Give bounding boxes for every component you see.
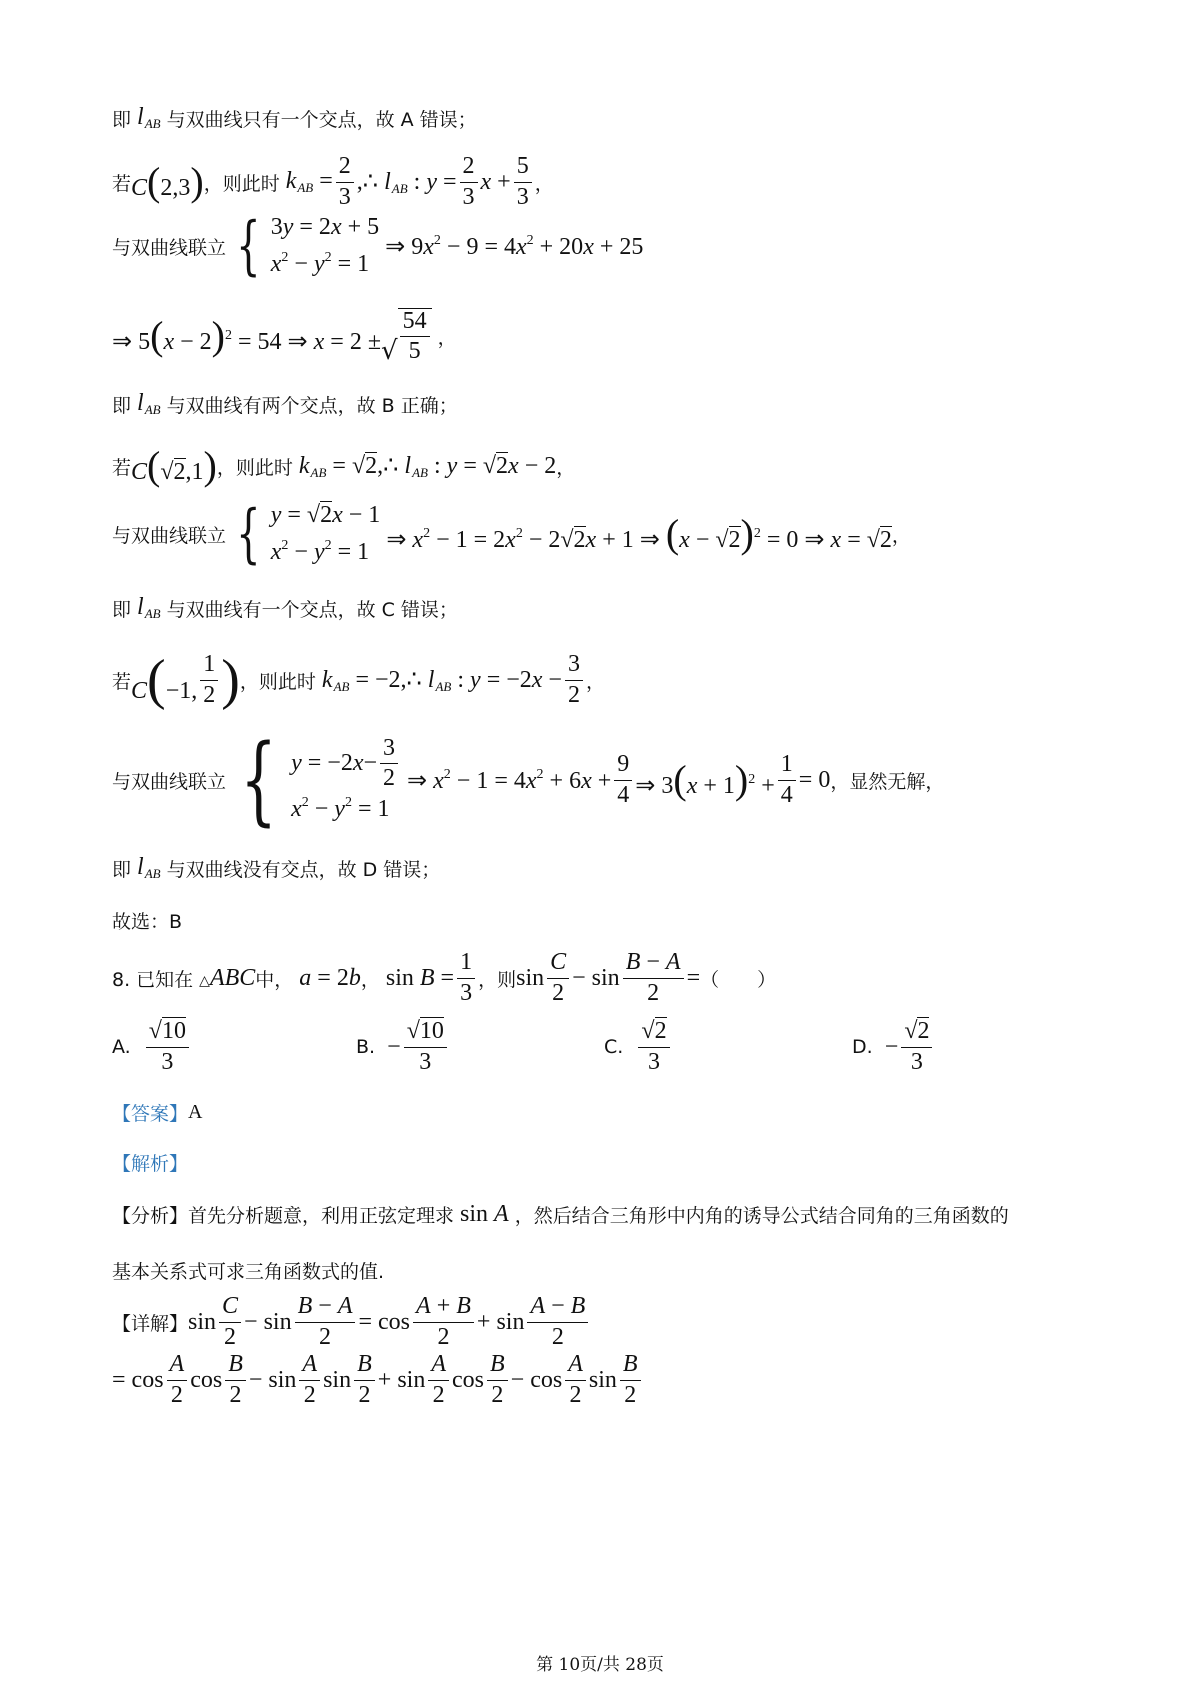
- xiangjie-line-2: [112, 1348, 644, 1412]
- math-triangle: △ABC: [199, 964, 256, 991]
- fraction: $\frac{B}{2}$: [487, 1352, 508, 1407]
- fenxi-tag: 【分析】: [112, 1204, 189, 1227]
- math-slope: $k_{AB}$ = −2,∴ $l_{AB}$ : y = −2x −: [321, 667, 562, 694]
- math-minus: − sin: [572, 964, 620, 991]
- equation-system: 3y = 2x + 5 $x^2 - y^2 = 1$: [270, 213, 380, 277]
- line-4: [112, 306, 457, 366]
- math-result: ⇒ $9x^2 - 9 = 4x^2 + 20x + 25$: [385, 232, 644, 260]
- math-slope: $k_{AB}$ =: [285, 168, 333, 195]
- answer-line: [112, 1092, 202, 1132]
- fraction: $\frac{1}{2}$: [200, 652, 218, 707]
- question-8: [112, 946, 776, 1010]
- text: ，则此时: [216, 456, 293, 479]
- fraction: $\frac{√10}{3}$: [146, 1019, 189, 1074]
- text: 若: [112, 172, 132, 195]
- math-solve: ⇒ $5(x - 2)^2 = 54$ ⇒ x = 2 ±: [112, 313, 381, 358]
- fraction: $\frac{B}{2}$: [354, 1352, 375, 1407]
- text: 若: [112, 670, 132, 693]
- math-line: ,∴ $l_{AB}$ : y =: [356, 169, 457, 196]
- text: 首先分析题意，利用正弦定理求: [188, 1204, 455, 1227]
- fraction: $\frac{A}{2}$: [428, 1352, 449, 1407]
- math-lab: $l_{AB}$: [131, 104, 161, 131]
- equation-system: y = −2 x − $\frac{3}{2}$ $x^2 - y^2 = 1$: [291, 736, 401, 824]
- math-lab: $l_{AB}$: [131, 854, 161, 881]
- math-point: C(√2,1): [131, 443, 217, 488]
- option-c[interactable]: [604, 1012, 673, 1082]
- text: 与双曲线联立: [112, 770, 227, 793]
- text: 中，: [255, 968, 294, 991]
- text: ，则: [478, 968, 517, 991]
- text: 即: [112, 598, 132, 621]
- math-cos: cos: [452, 1366, 484, 1393]
- math-slope: $k_{AB}$ = √2,∴ $l_{AB}$ : y = √2x − 2: [298, 453, 557, 480]
- option-b[interactable]: [356, 1012, 450, 1082]
- line-1: [112, 98, 477, 138]
- math-lab: $l_{AB}$: [131, 390, 161, 417]
- math-sin: sin: [188, 1308, 217, 1335]
- option-sign: −: [884, 1033, 899, 1060]
- fraction: $\frac{√2}{3}$: [638, 1019, 669, 1074]
- text: ，显然无解，: [830, 770, 945, 793]
- brace: {: [236, 497, 261, 571]
- math-result2: ⇒ $3(x + 1)^2$ +: [635, 757, 775, 802]
- line-6: [112, 444, 575, 488]
- text: ，: [556, 456, 576, 479]
- text: ，: [534, 172, 554, 195]
- math-result: ⇒ $x^2 - 1 = 2x^2 - 2√2x + 1$ ⇒ $(x - √2)^2 = 0$ ⇒ x = √2: [386, 511, 892, 556]
- math-sin: sin B =: [379, 964, 455, 991]
- equation-system: y = √2x − 1 $x^2 - y^2 = 1$: [270, 501, 381, 565]
- line-5: [112, 384, 458, 424]
- radical: √ $\frac{54}{5}$: [381, 308, 432, 364]
- fraction: $\frac{A - B}{2}$: [527, 1294, 588, 1349]
- math-sin: sin: [323, 1366, 352, 1393]
- math-x: x: [480, 168, 492, 195]
- line-3: [112, 209, 644, 283]
- line-9: [112, 648, 605, 712]
- option-label: C.: [604, 1036, 624, 1058]
- math-point: C(−1,: [131, 649, 198, 711]
- answer-tag: 【答案】: [112, 1102, 189, 1125]
- xiangjie-tag: 【详解】: [112, 1312, 189, 1335]
- answer-blank: （ ）: [700, 968, 777, 991]
- text: ，则此时: [239, 670, 316, 693]
- line-2: [112, 152, 554, 212]
- fraction: $\frac{A}{2}$: [167, 1352, 188, 1407]
- fraction: $\frac{A}{2}$: [565, 1352, 586, 1407]
- text: 与双曲线联立: [112, 524, 227, 547]
- fraction: $\frac{1}{4}$: [778, 752, 796, 807]
- text: 即: [112, 394, 132, 417]
- text: 即: [112, 858, 132, 881]
- math-eq: =: [686, 964, 701, 991]
- math-eq: = cos: [358, 1308, 411, 1335]
- math-plus: + sin: [476, 1308, 525, 1335]
- math-minus: − cos: [510, 1366, 563, 1393]
- fraction: $\frac{A}{2}$: [299, 1352, 320, 1407]
- text: ，然后结合三角形中内角的诱导公式结合同角的三角函数的: [514, 1204, 1009, 1227]
- math-minus: − sin: [244, 1308, 292, 1335]
- text: 8. 已知在: [112, 968, 194, 991]
- answer-value: A: [188, 1100, 203, 1123]
- text: 与双曲线没有交点，故 D 错误；: [166, 858, 441, 881]
- math-zero: = 0: [798, 766, 831, 793]
- option-sign: −: [387, 1033, 401, 1060]
- math-point: C(2,3): [131, 159, 204, 204]
- text: 若: [112, 456, 132, 479]
- option-label: B.: [356, 1036, 376, 1058]
- math-result: ⇒ $x^2 - 1 = 4x^2 + 6x$ +: [407, 766, 612, 794]
- fenxi-line-2: [112, 1250, 384, 1290]
- math-expr: sin: [516, 964, 545, 991]
- text: ，则此时: [203, 172, 280, 195]
- fraction: $\frac{9}{4}$: [614, 752, 632, 807]
- line-11: [112, 848, 440, 888]
- text: 与双曲线有一个交点，故 C 错误；: [166, 598, 458, 621]
- fraction: $\frac{5}{3}$: [514, 154, 532, 209]
- analysis-line: [112, 1142, 188, 1182]
- text: ，: [585, 670, 605, 693]
- line-7: [112, 497, 911, 571]
- fraction: $\frac{B}{2}$: [620, 1352, 641, 1407]
- fraction: $\frac{C}{2}$: [547, 950, 569, 1005]
- option-label: A.: [112, 1036, 131, 1058]
- fraction: $\frac{√2}{3}$: [901, 1019, 932, 1074]
- paren: ): [221, 649, 240, 711]
- math-minus: − sin: [248, 1366, 297, 1393]
- fraction: $\frac{1}{3}$: [457, 950, 475, 1005]
- text: 与双曲线联立: [112, 236, 227, 259]
- text: 故选：B: [112, 910, 183, 933]
- fraction: $\frac{B - A}{2}$: [623, 950, 684, 1005]
- math-sin: sin: [588, 1366, 617, 1393]
- page-footer: 第 10页/共 28页: [536, 1655, 664, 1675]
- fraction: $\frac{A + B}{2}$: [413, 1294, 474, 1349]
- line-12: [112, 900, 182, 940]
- math-eq: = cos: [112, 1366, 164, 1393]
- fenxi-line: [112, 1194, 1009, 1234]
- text: 基本关系式可求三角函数式的值.: [112, 1260, 385, 1283]
- analysis-tag: 【解析】: [112, 1152, 189, 1175]
- option-d[interactable]: [852, 1012, 935, 1082]
- xiangjie-line: [112, 1290, 591, 1354]
- fraction: $\frac{2}{3}$: [460, 154, 478, 209]
- text: 与双曲线有两个交点，故 B 正确；: [166, 394, 458, 417]
- math-lab: $l_{AB}$: [131, 594, 161, 621]
- text: ，: [431, 326, 457, 349]
- fraction: $\frac{B}{2}$: [225, 1352, 246, 1407]
- text: 即: [112, 108, 132, 131]
- math-cond: a = 2b: [299, 964, 361, 991]
- fraction: $\frac{3}{2}$: [565, 652, 583, 707]
- math-plus: + sin: [377, 1366, 426, 1393]
- fraction: $\frac{√10}{3}$: [404, 1019, 447, 1074]
- brace: {: [236, 209, 261, 283]
- option-a[interactable]: [112, 1012, 192, 1082]
- fraction: $\frac{2}{3}$: [336, 154, 354, 209]
- plus: +: [491, 168, 511, 195]
- math-sinA: sin A: [454, 1200, 509, 1227]
- option-label: D.: [852, 1036, 873, 1058]
- text: ，: [891, 524, 911, 547]
- line-8: [112, 588, 458, 628]
- brace: {: [240, 724, 277, 836]
- math-cos: cos: [190, 1366, 223, 1393]
- text: 与双曲线只有一个交点，故 A 错误；: [166, 108, 477, 131]
- line-10: [112, 724, 945, 836]
- fraction: $\frac{B - A}{2}$: [295, 1294, 356, 1349]
- fraction: $\frac{C}{2}$: [219, 1294, 241, 1349]
- text: ，: [360, 968, 380, 991]
